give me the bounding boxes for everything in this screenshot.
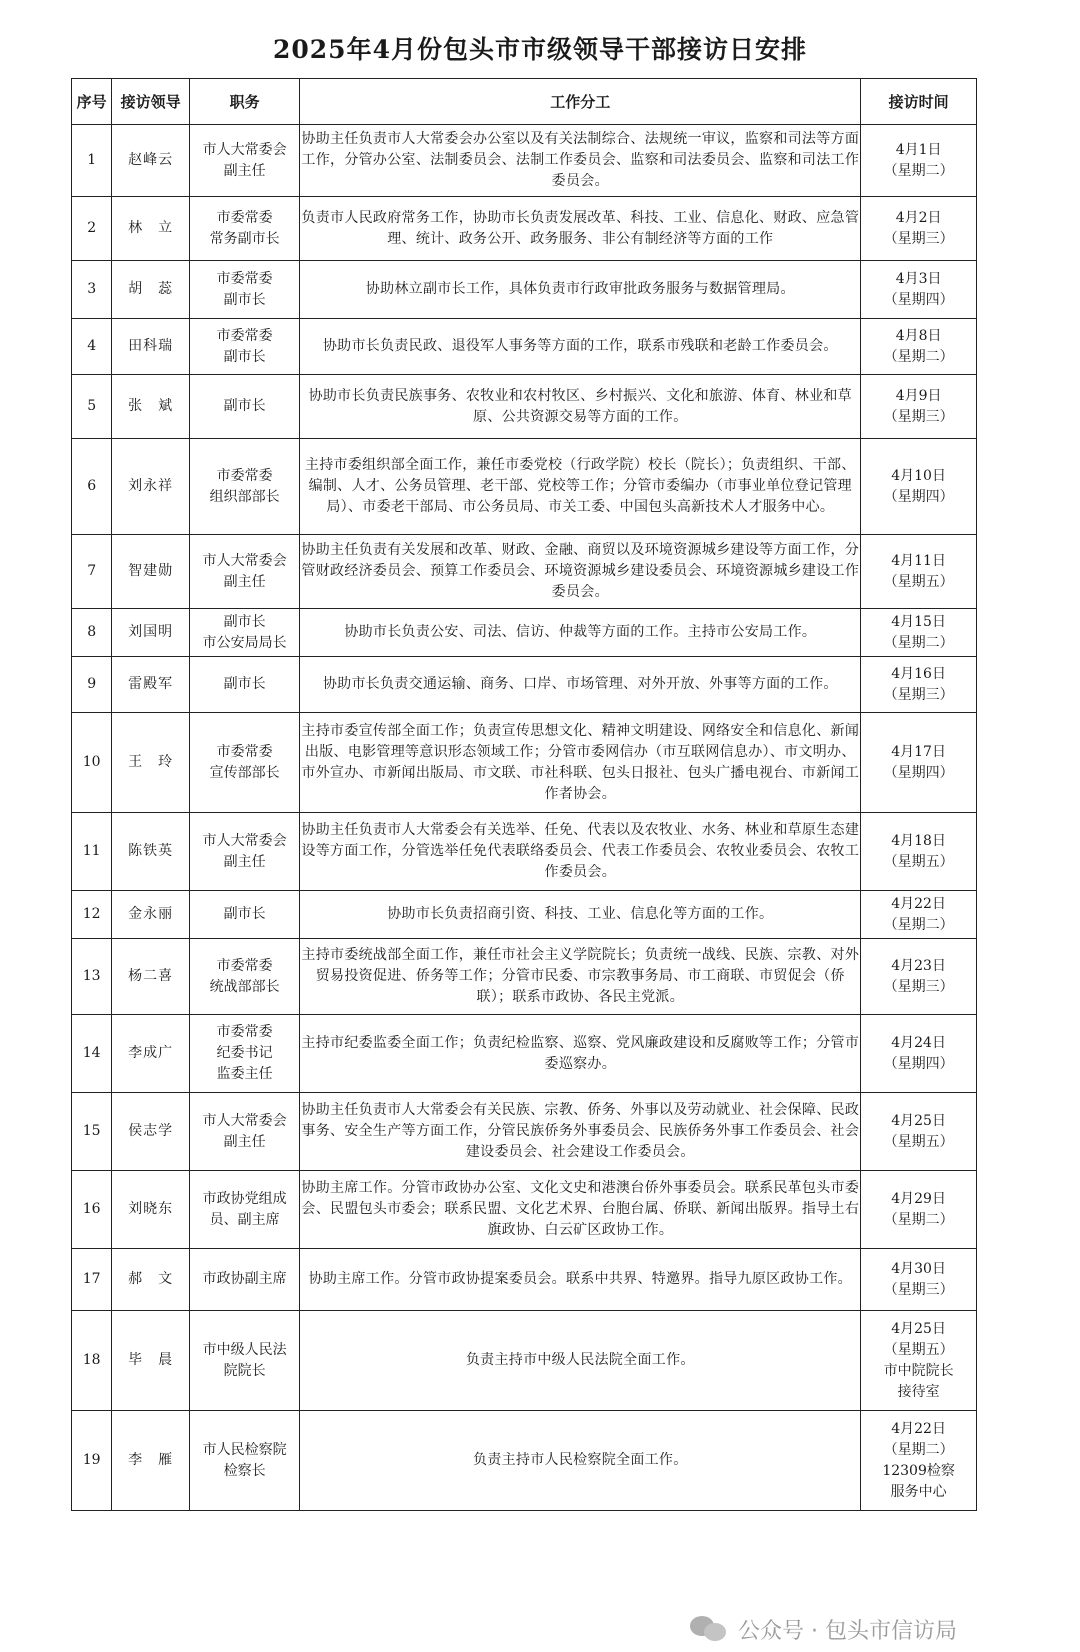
- time-line: 接待室: [897, 1383, 940, 1400]
- header-no: 序号: [72, 79, 112, 125]
- duties-cell: 协助主任负责有关发展和改革、财政、金融、商贸以及环境资源城乡建设等方面工作，分管财政经济委员会、预算工作委员会、环境资源城乡建设委员会、环境资源城乡建设工作委员会。: [300, 535, 861, 609]
- position-line: 副主任: [223, 162, 266, 179]
- schedule-table: [71, 78, 977, 1511]
- header-time: 接访时间: [861, 79, 977, 125]
- wechat-icon: [690, 1616, 728, 1642]
- position-line: 市中级人民法: [202, 1341, 287, 1358]
- table-row: [72, 657, 977, 713]
- time-line: 12309检察: [882, 1462, 955, 1479]
- time-cell: [861, 1411, 977, 1511]
- watermark-text: 公众号 · 包头市信访局: [738, 1618, 957, 1644]
- duties-cell: 协助市长负责民政、退役军人事务等方面的工作，联系市残联和老龄工作委员会。: [300, 319, 861, 375]
- time-line: 4月1日: [895, 141, 942, 158]
- table-row: [72, 713, 977, 813]
- position-line: 院院长: [223, 1362, 266, 1379]
- position-line: 员、副主席: [209, 1211, 280, 1228]
- time-line: 4月16日: [891, 665, 946, 682]
- time-cell: [861, 657, 977, 713]
- time-cell: [861, 939, 977, 1015]
- table-row: [72, 1411, 977, 1511]
- position-line: 副市长: [223, 348, 266, 365]
- position-cell: [189, 1311, 299, 1411]
- duties-cell: 负责市人民政府常务工作，协助市长负责发展改革、科技、工业、信息化、财政、应急管理、统计、政务公开、政务服务、非公有制经济等方面的工作: [300, 197, 861, 261]
- position-line: 市委常委: [216, 327, 273, 344]
- position-cell: [189, 657, 299, 713]
- position-cell: [189, 1015, 299, 1093]
- row-number: 11: [72, 813, 112, 891]
- position-line: 市委常委: [216, 743, 273, 760]
- time-cell: [861, 1015, 977, 1093]
- leader-name: 刘晓东: [112, 1171, 190, 1249]
- duties-cell: 主持市委宣传部全面工作；负责宣传思想文化、精神文明建设、网络安全和信息化、新闻出版、电影管理等意识形态领域工作；分管市委网信办（市互联网信息办）、市文明办、市外宣办、市新闻出版局、市文联、市社科联、包头日报社、包头广播电视台、市新闻工作者协会。: [300, 713, 861, 813]
- table-body: [72, 125, 977, 1511]
- time-line: 4月22日: [891, 895, 946, 912]
- header-position: 职务: [189, 79, 299, 125]
- row-number: 2: [72, 197, 112, 261]
- time-line: 4月22日: [891, 1420, 946, 1437]
- time-line: 市中院院长: [883, 1362, 954, 1379]
- time-line: （星期二）: [883, 348, 954, 365]
- position-line: 组织部部长: [209, 488, 280, 505]
- position-cell: [189, 939, 299, 1015]
- time-line: 4月2日: [895, 209, 942, 226]
- leader-name: 赵峰云: [112, 125, 190, 197]
- position-line: 副市长: [223, 676, 266, 692]
- time-line: （星期四）: [883, 1055, 954, 1072]
- time-line: （星期三）: [883, 1281, 954, 1298]
- position-cell: [189, 813, 299, 891]
- table-row: [72, 891, 977, 939]
- position-line: 市委常委: [216, 1024, 273, 1040]
- row-number: 13: [72, 939, 112, 1015]
- time-cell: [861, 713, 977, 813]
- time-line: （星期二）: [883, 162, 954, 179]
- header-duties: 工作分工: [300, 79, 861, 125]
- position-cell: [189, 197, 299, 261]
- leader-name: 侯志学: [112, 1093, 190, 1171]
- row-number: 3: [72, 261, 112, 319]
- row-number: 12: [72, 891, 112, 939]
- row-number: 10: [72, 713, 112, 813]
- row-number: 6: [72, 439, 112, 535]
- position-line: 市委常委: [216, 209, 273, 226]
- position-cell: [189, 261, 299, 319]
- time-line: 服务中心: [890, 1483, 947, 1500]
- position-line: 市公安局局长: [202, 634, 287, 651]
- position-line: 监委主任: [216, 1066, 273, 1082]
- position-cell: [189, 1411, 299, 1511]
- position-cell: [189, 609, 299, 657]
- duties-cell: 协助市长负责招商引资、科技、工业、信息化等方面的工作。: [300, 891, 861, 939]
- time-cell: [861, 375, 977, 439]
- time-cell: [861, 261, 977, 319]
- position-line: 市人大常委会: [202, 141, 287, 158]
- position-cell: [189, 319, 299, 375]
- position-line: 统战部部长: [209, 978, 280, 995]
- position-line: 副主任: [223, 573, 266, 590]
- position-line: 副市长: [223, 613, 266, 630]
- time-cell: [861, 439, 977, 535]
- table-row: [72, 813, 977, 891]
- position-cell: [189, 891, 299, 939]
- table-row: [72, 319, 977, 375]
- table-row: [72, 439, 977, 535]
- duties-cell: 主持市纪委监委全面工作；负责纪检监察、巡察、党风廉政建设和反腐败等工作；分管市委巡察办。: [300, 1015, 861, 1093]
- time-cell: [861, 197, 977, 261]
- duties-cell: 协助市长负责交通运输、商务、口岸、市场管理、对外开放、外事等方面的工作。: [300, 657, 861, 713]
- position-line: 纪委书记: [216, 1045, 273, 1061]
- row-number: 19: [72, 1411, 112, 1511]
- leader-name: 胡 蕊: [112, 261, 190, 319]
- leader-name: 林 立: [112, 197, 190, 261]
- position-line: 市人民检察院: [202, 1441, 287, 1458]
- time-line: 4月29日: [891, 1190, 946, 1207]
- time-line: 4月18日: [891, 832, 946, 849]
- time-line: 4月17日: [891, 743, 946, 760]
- position-cell: [189, 1249, 299, 1311]
- time-line: （星期四）: [883, 764, 954, 781]
- time-line: （星期五）: [883, 853, 954, 870]
- row-number: 17: [72, 1249, 112, 1311]
- time-line: （星期二）: [883, 1441, 954, 1458]
- leader-name: 杨二喜: [112, 939, 190, 1015]
- position-line: 市人大常委会: [202, 832, 287, 849]
- row-number: 18: [72, 1311, 112, 1411]
- position-cell: [189, 1171, 299, 1249]
- leader-name: 智建勋: [112, 535, 190, 609]
- position-line: 市政协党组成: [202, 1190, 287, 1207]
- position-cell: [189, 535, 299, 609]
- position-line: 宣传部部长: [209, 764, 280, 781]
- row-number: 9: [72, 657, 112, 713]
- position-line: 副市长: [223, 398, 266, 414]
- time-line: （星期二）: [883, 916, 954, 933]
- time-cell: [861, 1171, 977, 1249]
- row-number: 16: [72, 1171, 112, 1249]
- position-cell: [189, 375, 299, 439]
- duties-cell: 协助市长负责民族事务、农牧业和农村牧区、乡村振兴、文化和旅游、体育、林业和草原、公共资源交易等方面的工作。: [300, 375, 861, 439]
- leader-name: 王 玲: [112, 713, 190, 813]
- position-cell: [189, 125, 299, 197]
- time-line: 4月23日: [891, 957, 946, 974]
- time-line: 4月10日: [891, 467, 946, 484]
- leader-name: 金永丽: [112, 891, 190, 939]
- time-line: （星期五）: [883, 1133, 954, 1150]
- time-line: （星期三）: [883, 230, 954, 247]
- table-row: [72, 535, 977, 609]
- duties-cell: 协助林立副市长工作，具体负责市行政审批政务服务与数据管理局。: [300, 261, 861, 319]
- time-line: 4月25日: [891, 1112, 946, 1129]
- time-line: （星期三）: [883, 408, 954, 425]
- row-number: 1: [72, 125, 112, 197]
- duties-cell: 协助主席工作。分管市政协提案委员会。联系中共界、特邀界。指导九原区政协工作。: [300, 1249, 861, 1311]
- time-line: 4月24日: [891, 1034, 946, 1051]
- table-row: [72, 1249, 977, 1311]
- position-line: 市委常委: [216, 270, 273, 287]
- duties-cell: 协助主任负责市人大常委会有关选举、任免、代表以及农牧业、水务、林业和草原生态建设等方面工作，分管选举任免代表联络委员会、代表工作委员会、农牧业委员会、农牧工作委员会。: [300, 813, 861, 891]
- table-row: [72, 939, 977, 1015]
- table-row: [72, 1311, 977, 1411]
- time-line: （星期四）: [883, 488, 954, 505]
- position-line: 市委常委: [216, 467, 273, 484]
- leader-name: 郝 文: [112, 1249, 190, 1311]
- table-header-row: [72, 79, 977, 125]
- duties-cell: 主持市委组织部全面工作，兼任市委党校（行政学院）校长（院长）；负责组织、干部、编制、人才、公务员管理、老干部、党校等工作；分管市委编办（市事业单位登记管理局）、市委老干部局、市公务员局、市关工委、中国包头高新技术人才服务中心。: [300, 439, 861, 535]
- duties-cell: 协助主任负责市人大常委会有关民族、宗教、侨务、外事以及劳动就业、社会保障、民政事务、安全生产等方面工作，分管民族侨务外事委员会、民族侨务外事工作委员会、社会建设委员会、社会建设工作委员会。: [300, 1093, 861, 1171]
- time-line: 4月15日: [891, 613, 946, 630]
- page-title: 2025年4月份包头市市级领导干部接访日安排: [273, 35, 807, 64]
- position-cell: [189, 1093, 299, 1171]
- position-line: 市人大常委会: [202, 1112, 287, 1129]
- duties-cell: 协助市长负责公安、司法、信访、仲裁等方面的工作。主持市公安局工作。: [300, 609, 861, 657]
- time-line: （星期五）: [883, 1341, 954, 1358]
- time-cell: [861, 319, 977, 375]
- position-line: 市人大常委会: [202, 552, 287, 569]
- time-line: 4月11日: [891, 552, 946, 569]
- time-cell: [861, 813, 977, 891]
- position-line: 检察长: [223, 1462, 266, 1479]
- position-line: 常务副市长: [209, 230, 280, 247]
- time-line: 4月30日: [891, 1260, 946, 1277]
- leader-name: 陈铁英: [112, 813, 190, 891]
- leader-name: 张 斌: [112, 375, 190, 439]
- time-cell: [861, 535, 977, 609]
- time-line: 4月8日: [895, 327, 942, 344]
- header-leader: 接访领导: [112, 79, 190, 125]
- time-line: （星期二）: [883, 1211, 954, 1228]
- row-number: 14: [72, 1015, 112, 1093]
- table-row: [72, 125, 977, 197]
- position-line: 市政协副主席: [202, 1271, 287, 1287]
- time-line: 4月25日: [891, 1320, 946, 1337]
- time-cell: [861, 1311, 977, 1411]
- time-line: （星期四）: [883, 291, 954, 308]
- duties-cell: 负责主持市人民检察院全面工作。: [300, 1411, 861, 1511]
- position-line: 市委常委: [216, 957, 273, 974]
- table-row: [72, 1171, 977, 1249]
- time-line: 4月3日: [895, 270, 942, 287]
- leader-name: 李 雁: [112, 1411, 190, 1511]
- time-line: 4月9日: [895, 387, 942, 404]
- table-row: [72, 1015, 977, 1093]
- position-line: 副主任: [223, 1133, 266, 1150]
- position-line: 副市长: [223, 291, 266, 308]
- time-cell: [861, 125, 977, 197]
- leader-name: 田科瑞: [112, 319, 190, 375]
- duties-cell: 协助主任负责市人大常委会办公室以及有关法制综合、法规统一审议，监察和司法等方面工作，分管办公室、法制委员会、法制工作委员会、监察和司法委员会、监察和司法工作委员会。: [300, 125, 861, 197]
- row-number: 4: [72, 319, 112, 375]
- row-number: 8: [72, 609, 112, 657]
- time-cell: [861, 1249, 977, 1311]
- leader-name: 毕 晨: [112, 1311, 190, 1411]
- time-line: （星期三）: [883, 978, 954, 995]
- time-line: （星期三）: [883, 686, 954, 703]
- position-line: 副市长: [223, 906, 266, 922]
- row-number: 5: [72, 375, 112, 439]
- table-row: [72, 375, 977, 439]
- watermark: [690, 1612, 1060, 1646]
- leader-name: 刘国明: [112, 609, 190, 657]
- time-cell: [861, 1093, 977, 1171]
- duties-cell: 主持市委统战部全面工作，兼任市社会主义学院院长；负责统一战线、民族、宗教、对外贸易投资促进、侨务等工作；分管市民委、市宗教事务局、市工商联、市贸促会（侨联）；联系市政协、各民主党派。: [300, 939, 861, 1015]
- duties-cell: 负责主持市中级人民法院全面工作。: [300, 1311, 861, 1411]
- leader-name: 李成广: [112, 1015, 190, 1093]
- duties-cell: 协助主席工作。分管市政协办公室、文化文史和港澳台侨外事委员会。联系民革包头市委会、民盟包头市委会；联系民盟、文化艺术界、台胞台属、侨联、新闻出版界。指导土右旗政协、白云矿区政协工作。: [300, 1171, 861, 1249]
- position-cell: [189, 713, 299, 813]
- row-number: 15: [72, 1093, 112, 1171]
- table-row: [72, 609, 977, 657]
- table-row: [72, 1093, 977, 1171]
- row-number: 7: [72, 535, 112, 609]
- leader-name: 雷殿军: [112, 657, 190, 713]
- time-cell: [861, 609, 977, 657]
- time-line: （星期五）: [883, 573, 954, 590]
- position-line: 副主任: [223, 853, 266, 870]
- table-row: [72, 261, 977, 319]
- time-cell: [861, 891, 977, 939]
- position-cell: [189, 439, 299, 535]
- leader-name: 刘永祥: [112, 439, 190, 535]
- table-row: [72, 197, 977, 261]
- time-line: （星期二）: [883, 634, 954, 651]
